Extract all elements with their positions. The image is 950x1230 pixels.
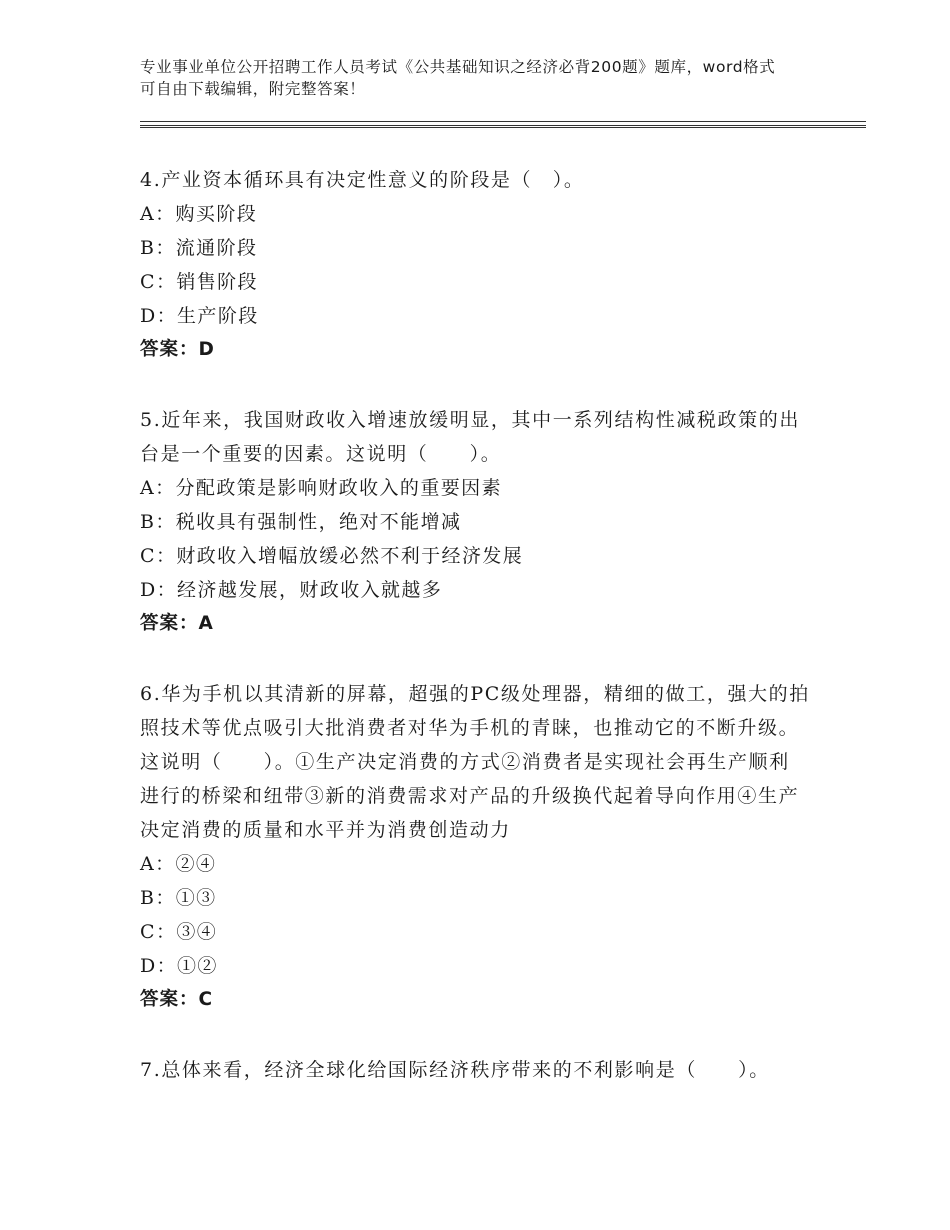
answer-text: 答案：C <box>140 989 214 1010</box>
option-b: B：税收具有强制性，绝对不能增减 <box>140 511 462 533</box>
header-rule-top <box>140 121 866 122</box>
question-list <box>140 163 810 1123</box>
question-6 <box>140 677 810 1017</box>
option-d: D：①② <box>140 955 218 977</box>
option-b: B：①③ <box>140 887 217 909</box>
question-stem: 5.近年来，我国财政收入增速放缓明显，其中一系列结构性减税政策的出台是一个重要的因素。这说明（ ）。 <box>140 409 800 465</box>
document-header: 专业事业单位公开招聘工作人员考试《公共基础知识之经济必背200题》题库，word格式可自由下载编辑，附完整答案！ <box>140 58 776 98</box>
answer-text: 答案：D <box>140 339 215 360</box>
question-5 <box>140 403 810 641</box>
option-a: A：②④ <box>140 853 217 875</box>
header-rule-bottom <box>140 127 866 128</box>
header-rule-middle <box>140 125 866 126</box>
question-4 <box>140 163 810 367</box>
answer-text: 答案：A <box>140 613 214 634</box>
option-d: D：经济越发展，财政收入就越多 <box>140 579 443 601</box>
option-a: A：分配政策是影响财政收入的重要因素 <box>140 477 502 499</box>
option-b: B：流通阶段 <box>140 237 258 259</box>
question-stem: 4.产业资本循环具有决定性意义的阶段是（ ）。 <box>140 169 585 191</box>
option-d: D：生产阶段 <box>140 305 259 327</box>
option-a: A：购买阶段 <box>140 203 258 225</box>
option-c: C：③④ <box>140 921 218 943</box>
option-c: C：销售阶段 <box>140 271 258 293</box>
question-stem: 6.华为手机以其清新的屏幕，超强的PC级处理器，精细的做工，强大的拍照技术等优点吸引大批消费者对华为手机的青睐，也推动它的不断升级。这说明（ ）。①生产决定消费的方式②消费者是实现社会再生产顺利进行的桥梁和纽带③新的消费需求对产品的升级换代起着导向作用④生产决定消费的质量和水平并为消费创造动力 <box>140 683 810 841</box>
question-7 <box>140 1053 810 1087</box>
option-c: C：财政收入增幅放缓必然不利于经济发展 <box>140 545 524 567</box>
question-stem: 7.总体来看，经济全球化给国际经济秩序带来的不利影响是（ ）。 <box>140 1059 770 1081</box>
